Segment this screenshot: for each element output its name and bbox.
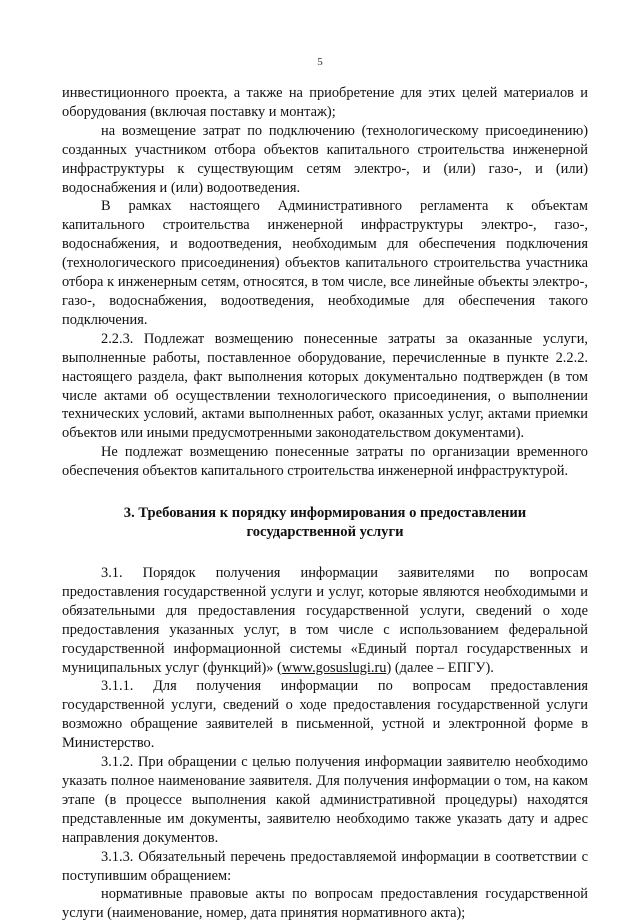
paragraph-3-1-text: 3.1. Порядок получения информации заявителями по вопросам предоставления государственной услуги и услуг, которые являются необходимыми и обязательными для предоставления государственной услуги, сведений о ходе предоставления указанных услуг, в том числе с использованием федеральной государственной информационной системы «Единый портал государственных и муниципальных услуг (функций)» ( (62, 565, 588, 676)
section-heading-line-2: государственной услуги (246, 524, 404, 541)
paragraph-normative-acts: нормативные правовые акты по вопросам предоставления государственной услуги (наименование, номер, дата принятия нормативного акта); (62, 886, 588, 922)
paragraph-connection-costs: на возмещение затрат по подключению (технологическому присоединению) созданных участником отбора объектов капитального строительства инженерной инфраструктуры к существующим сетям электро-, и (или) газо-, и (или) водоснабжения и (или) водоотведения. (62, 122, 588, 196)
paragraph-3-1-3: 3.1.3. Обязательный перечень предоставляемой информации в соответствии с поступившим обращением: (62, 848, 588, 884)
section-heading (62, 504, 588, 542)
paragraph-3-1 (62, 564, 588, 677)
paragraph-investment-continuation: инвестиционного проекта, а также на приобретение для этих целей материалов и оборудования (включая поставку и монтаж); (62, 85, 588, 120)
paragraph-2-2-3: 2.2.3. Подлежат возмещению понесенные затраты за оказанные услуги, выполненные работы, поставленное оборудование, перечисленные в пункте 2.2.2. настоящего раздела, факт выполнения которых документально подтвержден (в том числе актами об осуществлении технологического присоединения, о выполнении технических условий, актами выполненных работ, оказанных услуг, актами приемки объектов или иными предусмотренными законодательством документами). (62, 330, 588, 442)
paragraph-not-reimbursable: Не подлежат возмещению понесенные затраты по организации временного обеспечения объектов капитального строительства инженерной инфраструктурой. (62, 444, 588, 480)
paragraph-3-1-2: 3.1.2. При обращении с целью получения информации заявителю необходимо указать полное наименование заявителя. Для получения информации о том, на каком этапе (в процессе выполнения какой административной процедуры) находятся представленные им документы, заявителю необходимо также указать дату и адрес направления документов. (62, 754, 588, 846)
paragraph-infrastructure-definition: В рамках настоящего Административного регламента к объектам капитального строительства инженерной инфраструктуры электро-, газо-, водоснабжения, и водоотведения, необходимым для обеспечения подключения (технологического присоединения) объектов капитального строительства участника отбора к инженерным сетям, относятся, в том числе, все линейные объекты электро-, газо-, водоснабжения, водоотведения, необходимые для обеспечения такого подключения. (62, 198, 588, 328)
gosuslugi-link[interactable]: www.gosuslugi.ru (281, 659, 387, 676)
document-body (62, 84, 588, 923)
paragraph-3-1-1: 3.1.1. Для получения информации по вопросам предоставления государственной услуги, сведений о ходе предоставления государственной услуги возможно обращение заявителей в письменной, устной и электронной форме в Министерство. (62, 678, 588, 752)
section-heading-line-1: 3. Требования к порядку информирования о предоставлении (123, 505, 527, 522)
page-number: 5 (317, 56, 323, 68)
paragraph-3-1-tail: ) (далее – ЕПГУ). (386, 659, 494, 676)
